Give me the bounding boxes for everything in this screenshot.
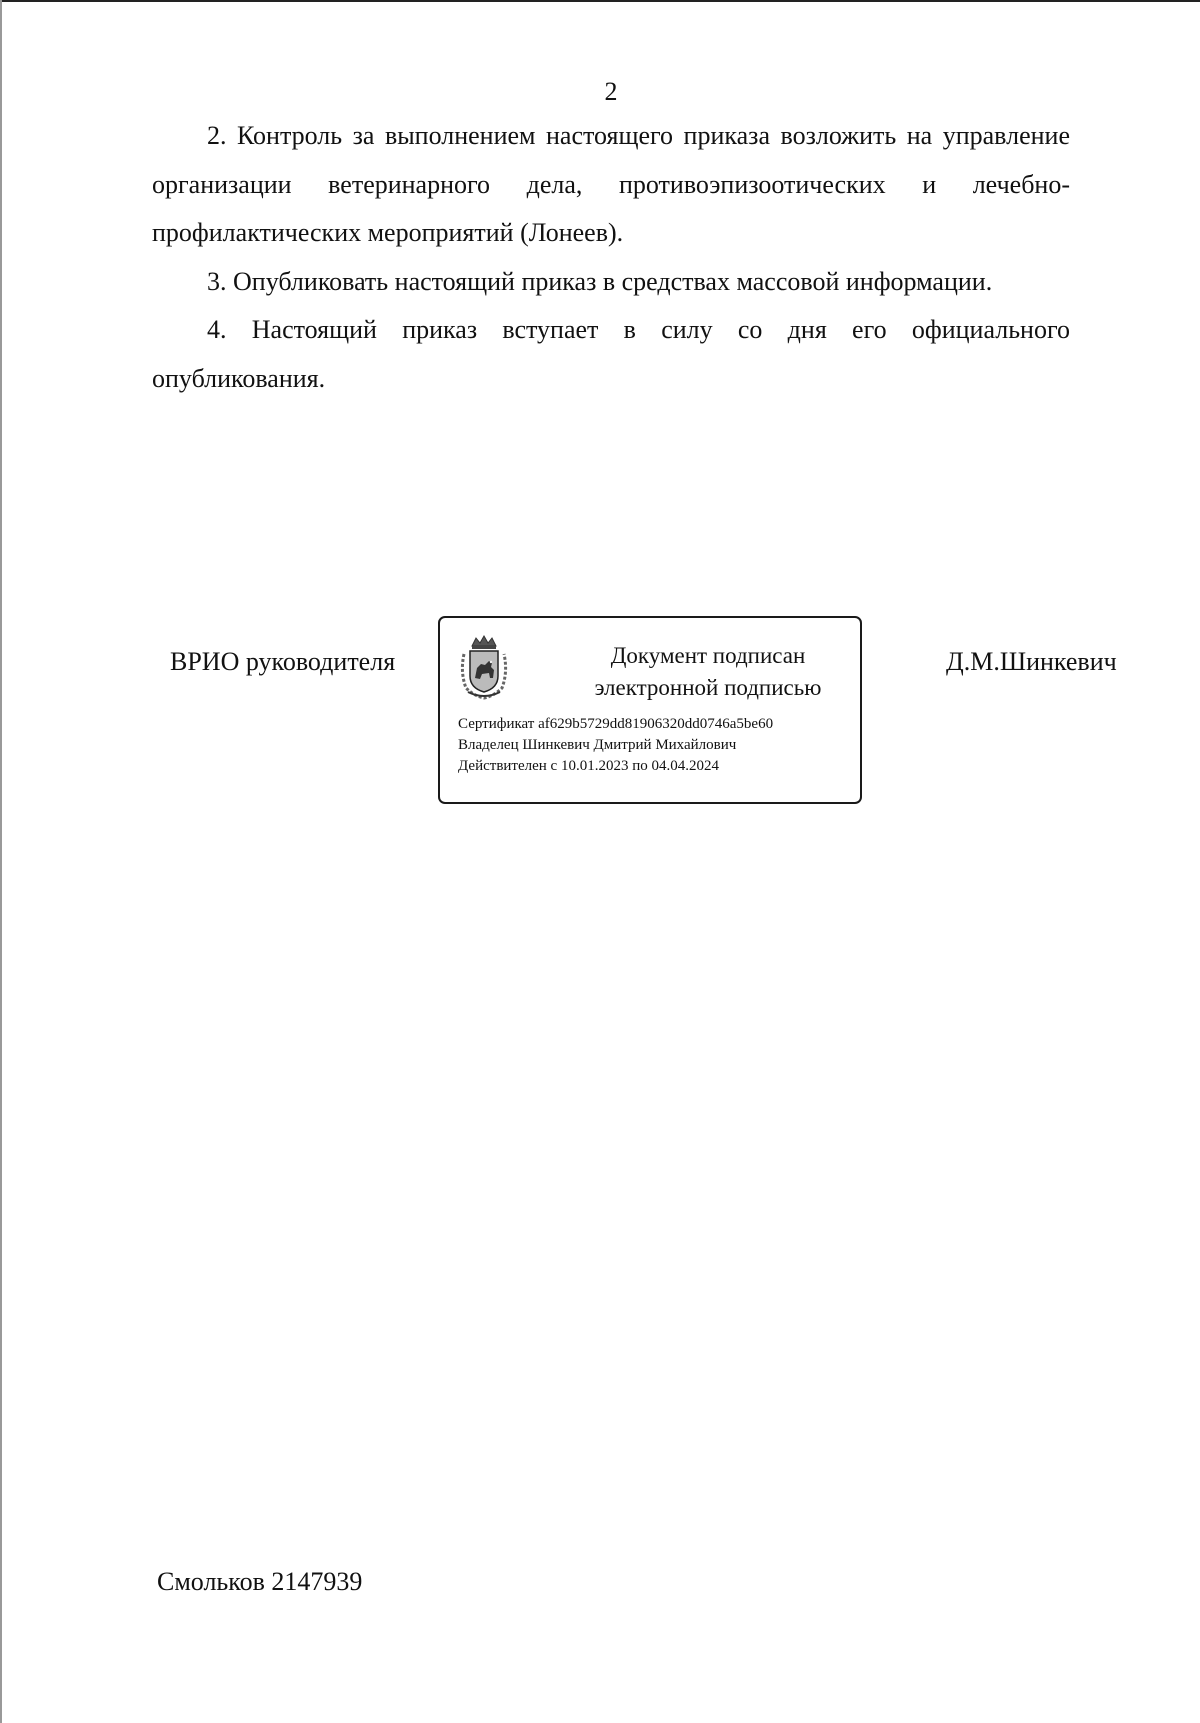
coat-of-arms-icon bbox=[458, 634, 510, 700]
stamp-owner: Владелец Шинкевич Дмитрий Михайлович bbox=[458, 737, 737, 753]
signatory-position: ВРИО руководителя bbox=[170, 647, 396, 676]
executor-note: Смольков 2147939 bbox=[157, 1567, 363, 1596]
stamp-title-line-2: электронной подписью bbox=[594, 675, 822, 700]
page-number: 2 bbox=[604, 77, 618, 106]
scan-edge-top bbox=[0, 0, 1200, 2]
stamp-title-line-1: Документ подписан bbox=[610, 643, 806, 668]
stamp-validity: Действителен с 10.01.2023 по 04.04.2024 bbox=[458, 758, 719, 774]
stamp-title bbox=[558, 640, 858, 704]
order-body bbox=[152, 112, 1070, 403]
paragraph-2: 2. Контроль за выполнением настоящего приказа возложить на управление организации ветеринарного дела, противоэпизоотических и лечебно-профилактических мероприятий (Лонеев). bbox=[152, 121, 1070, 247]
stamp-details bbox=[458, 714, 773, 777]
stamp-certificate: Сертификат af629b5729dd81906320dd0746a5be60 bbox=[458, 716, 774, 732]
electronic-signature-stamp bbox=[438, 616, 862, 804]
scan-edge-left bbox=[0, 0, 2, 1723]
paragraph-3: 3. Опубликовать настоящий приказ в средствах массовой информации. bbox=[207, 266, 993, 296]
signatory-name: Д.М.Шинкевич bbox=[946, 647, 1117, 676]
paragraph-4: 4. Настоящий приказ вступает в силу со дня его официального опубликования. bbox=[152, 315, 1070, 393]
